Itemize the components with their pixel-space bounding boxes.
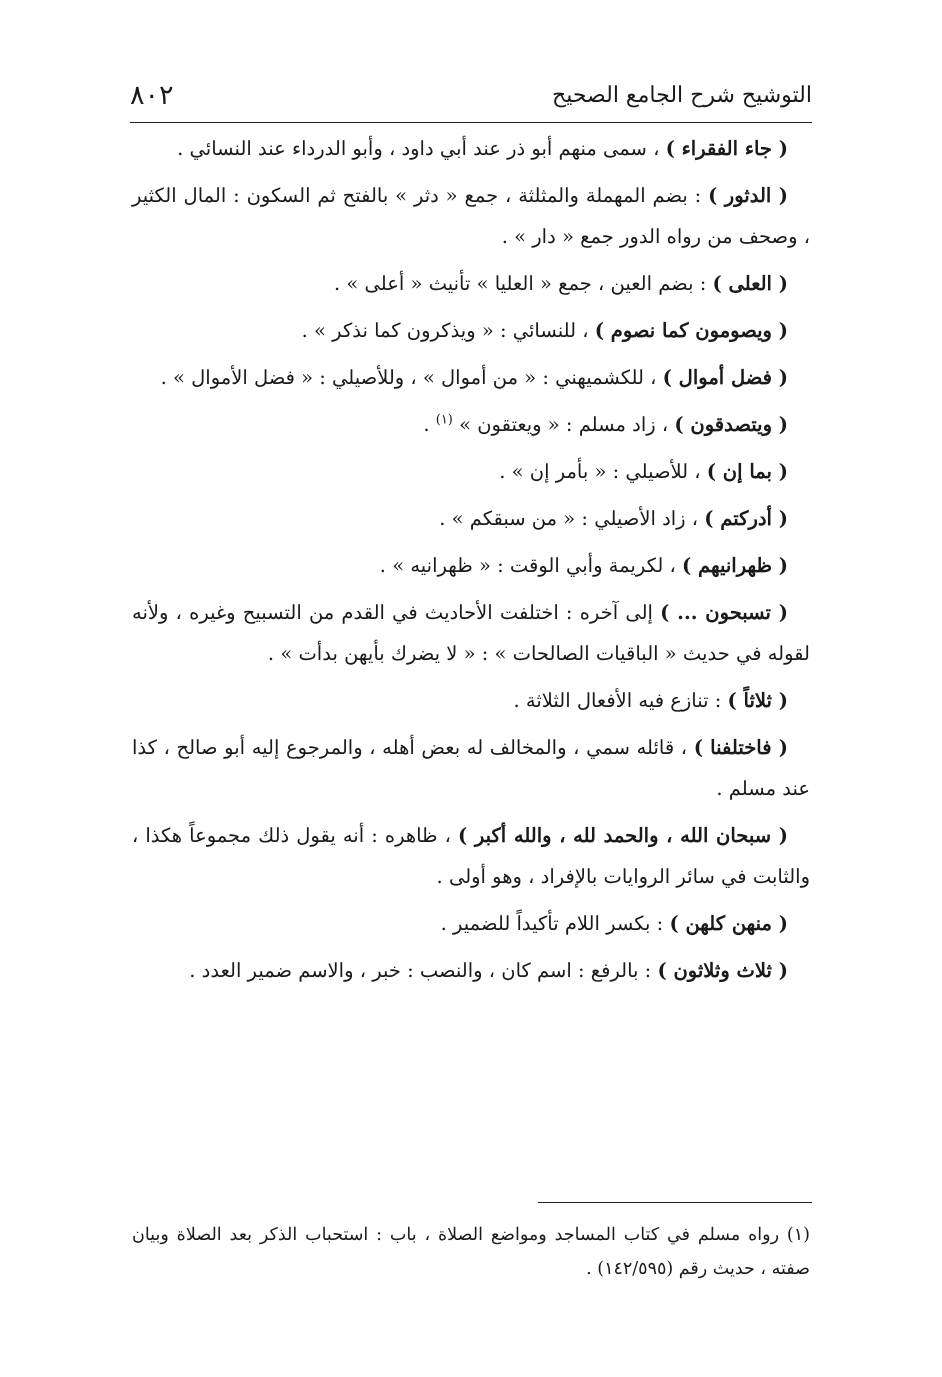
commentary-paragraph <box>132 815 810 897</box>
lemma: ( ويصومون كما نصوم ) <box>594 319 788 342</box>
commentary-paragraph <box>132 592 810 674</box>
running-title: التوشيح شرح الجامع الصحيح <box>552 82 812 108</box>
page-header <box>130 70 812 120</box>
commentary-paragraph <box>132 950 810 991</box>
commentary-paragraph <box>132 357 810 398</box>
page-number: ٨٠٢ <box>130 79 174 111</box>
commentary-paragraph <box>132 680 810 721</box>
main-text <box>132 128 810 997</box>
lemma: ( ويتصدقون ) <box>674 413 788 436</box>
commentary-paragraph <box>132 404 810 445</box>
lemma: ( جاء الفقراء ) <box>665 137 788 160</box>
commentary-paragraph <box>132 263 810 304</box>
commentary: ، قائله سمي ، والمخالف له بعض أهله ، والمرجوع إليه أبو صالح ، كذا عند مسلم . <box>132 736 810 800</box>
commentary: : تنازع فيه الأفعال الثلاثة . <box>513 689 728 712</box>
lemma: ( الدثور ) <box>708 184 789 207</box>
commentary: : بضم المهملة والمثلثة ، جمع « دثر » بالفتح ثم السكون : المال الكثير ، وصحف من رواه الدور جمع « دار » . <box>132 184 810 248</box>
lemma: ( ظهرانيهم ) <box>682 554 788 577</box>
commentary: ، للنسائي : « ويذكرون كما نذكر » . <box>301 319 595 342</box>
lemma: ( بما إن ) <box>706 460 788 483</box>
commentary: ، ظاهره : أنه يقول ذلك مجموعاً هكذا ، والثابت في سائر الروايات بالإفراد ، وهو أولى . <box>132 824 810 888</box>
lemma: ( أدركتم ) <box>704 507 788 530</box>
footnote: (١) رواه مسلم في كتاب المساجد ومواضع الصلاة ، باب : استحباب الذكر بعد الصلاة وبيان صفته ، حديث رقم (١٤٢/٥٩٥) . <box>132 1225 810 1279</box>
commentary: ، للأصيلي : « بأمر إن » . <box>499 460 707 483</box>
commentary: : بكسر اللام تأكيداً للضمير . <box>440 912 670 935</box>
lemma: ( منهن كلهن ) <box>669 912 788 935</box>
lemma: ( فاختلفنا ) <box>693 736 788 759</box>
commentary: ، للكشميهني : « من أموال » ، وللأصيلي : « فضل الأموال » . <box>160 366 663 389</box>
commentary: إلى آخره : اختلفت الأحاديث في القدم من التسبيح وغيره ، ولأنه لقوله في حديث « الباقيات الصالحات » : « لا يضرك بأيهن بدأت » . <box>132 601 810 665</box>
commentary-paragraph <box>132 310 810 351</box>
commentary-paragraph <box>132 451 810 492</box>
commentary: ، زاد مسلم : « ويعتقون » <box>452 413 675 436</box>
commentary: ، سمى منهم أبو ذر عند أبي داود ، وأبو الدرداء عند النسائي . <box>177 137 666 160</box>
commentary: ، زاد الأصيلي : « من سبقكم » . <box>439 507 705 530</box>
commentary-paragraph <box>132 545 810 586</box>
commentary: : بضم العين ، جمع « العليا » تأنيث « أعلى » . <box>333 272 713 295</box>
commentary-paragraph <box>132 903 810 944</box>
lemma: ( ثلاثاً ) <box>727 689 788 712</box>
lemma: ( سبحان الله ، والحمد لله ، والله أكبر ) <box>457 824 788 847</box>
commentary: : بالرفع : اسم كان ، والنصب : خبر ، والاسم ضمير العدد . <box>189 959 658 982</box>
commentary-paragraph <box>132 175 810 257</box>
lemma: ( فضل أموال ) <box>662 366 788 389</box>
lemma: ( تسبحون ... ) <box>660 601 788 624</box>
commentary-paragraph <box>132 128 810 169</box>
commentary-tail: . <box>423 413 436 436</box>
lemma: ( ثلاث وثلاثون ) <box>657 959 788 982</box>
commentary: ، لكريمة وأبي الوقت : « ظهرانيه » . <box>379 554 682 577</box>
commentary-paragraph <box>132 498 810 539</box>
commentary-paragraph <box>132 727 810 809</box>
footnote-reference[interactable]: (١) <box>435 412 453 428</box>
header-divider <box>130 122 812 123</box>
footnote-divider <box>538 1202 812 1203</box>
lemma: ( العلى ) <box>712 272 788 295</box>
